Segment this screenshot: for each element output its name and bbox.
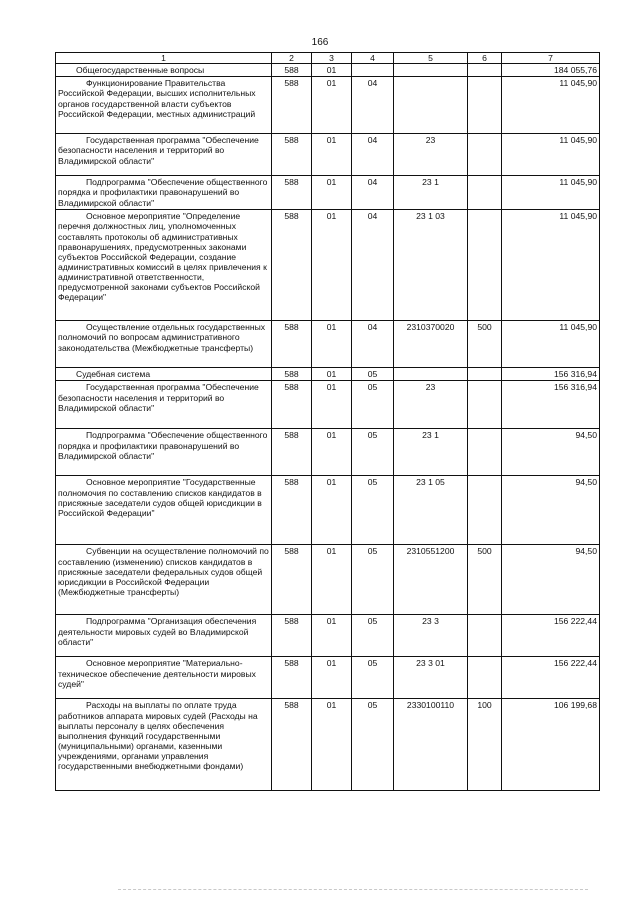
row-col3: 01 [312,381,352,429]
row-col2: 588 [272,176,312,210]
row-col4: 05 [352,381,394,429]
row-col3: 01 [312,321,352,368]
row-col2: 588 [272,368,312,381]
row-col5: 23 3 [394,615,468,657]
table-row [56,176,600,210]
row-col6 [468,134,502,176]
row-name: Подпрограмма "Обеспечение общественного порядка и профилактики правонарушений во Владимирской области" [56,176,272,210]
row-col4: 04 [352,321,394,368]
row-col2: 588 [272,615,312,657]
row-col4: 05 [352,615,394,657]
row-name: Государственная программа "Обеспечение безопасности населения и территорий во Владимирской области" [56,381,272,429]
row-col3: 01 [312,429,352,476]
page-bottom-divider [118,889,588,890]
row-amount: 94,50 [502,545,600,615]
row-col4: 05 [352,476,394,545]
row-col2: 588 [272,321,312,368]
column-header-3: 3 [312,53,352,64]
row-col5: 23 [394,381,468,429]
row-col2: 588 [272,545,312,615]
table-row [56,77,600,134]
row-amount: 11 045,90 [502,77,600,134]
row-col6 [468,210,502,321]
table-row [56,429,600,476]
table-row [56,368,600,381]
table-row [56,615,600,657]
column-header-6: 6 [468,53,502,64]
column-header-7: 7 [502,53,600,64]
row-col5: 23 1 03 [394,210,468,321]
row-col6 [468,176,502,210]
row-col3: 01 [312,77,352,134]
row-name: Основное мероприятие "Материально-техническое обеспечение деятельности мировых судей" [56,657,272,699]
row-col6 [468,77,502,134]
row-amount: 156 316,94 [502,381,600,429]
row-col6 [468,381,502,429]
row-col2: 588 [272,429,312,476]
table-header-row [56,53,600,64]
row-col6: 100 [468,699,502,791]
row-col5: 23 1 [394,429,468,476]
row-col3: 01 [312,699,352,791]
row-col6 [468,64,502,77]
row-name: Функционирование Правительства Российской Федерации, высших исполнительных органов государственной власти субъектов Российской Федерации, местных администраций [56,77,272,134]
row-col4: 05 [352,699,394,791]
row-col3: 01 [312,545,352,615]
table-row [56,657,600,699]
row-col2: 588 [272,77,312,134]
row-col4: 04 [352,77,394,134]
row-col3: 01 [312,615,352,657]
row-col4: 05 [352,657,394,699]
row-amount: 11 045,90 [502,321,600,368]
row-col5 [394,77,468,134]
row-col4: 05 [352,545,394,615]
row-col4: 05 [352,368,394,381]
row-amount: 11 045,90 [502,210,600,321]
row-col5: 2310370020 [394,321,468,368]
row-col2: 588 [272,381,312,429]
column-header-4: 4 [352,53,394,64]
row-col2: 588 [272,134,312,176]
row-col5 [394,64,468,77]
row-amount: 11 045,90 [502,176,600,210]
row-amount: 94,50 [502,429,600,476]
page-number: 166 [311,37,329,48]
row-col5: 23 1 [394,176,468,210]
table-row [56,699,600,791]
row-col2: 588 [272,657,312,699]
row-col6: 500 [468,321,502,368]
row-col5: 2330100110 [394,699,468,791]
row-name: Расходы на выплаты по оплате труда работников аппарата мировых судей (Расходы на выплаты персоналу в целях обеспечения выполнения функций государственными (муниципальными) органами, казенными учреждениями, органами управления государственными внебюджетными фондами) [56,699,272,791]
row-name: Судебная система [56,368,272,381]
table-row [56,545,600,615]
row-col4: 04 [352,210,394,321]
row-name: Общегосударственные вопросы [56,64,272,77]
row-col2: 588 [272,210,312,321]
row-col3: 01 [312,176,352,210]
row-amount: 106 199,68 [502,699,600,791]
row-col6 [468,657,502,699]
row-col3: 01 [312,476,352,545]
row-col2: 588 [272,64,312,77]
row-col3: 01 [312,368,352,381]
row-col4: 04 [352,176,394,210]
row-col5 [394,368,468,381]
row-col3: 01 [312,64,352,77]
budget-table [55,52,600,791]
column-header-2: 2 [272,53,312,64]
row-col2: 588 [272,476,312,545]
table-row [56,134,600,176]
row-amount: 94,50 [502,476,600,545]
row-amount: 11 045,90 [502,134,600,176]
row-col6 [468,429,502,476]
row-col2: 588 [272,699,312,791]
row-amount: 184 055,76 [502,64,600,77]
row-col5: 2310551200 [394,545,468,615]
row-name: Государственная программа "Обеспечение безопасности населения и территорий во Владимирской области" [56,134,272,176]
row-col6: 500 [468,545,502,615]
row-col5: 23 1 05 [394,476,468,545]
row-name: Подпрограмма "Организация обеспечения деятельности мировых судей во Владимирской области" [56,615,272,657]
column-header-1: 1 [56,53,272,64]
row-col5: 23 [394,134,468,176]
row-amount: 156 222,44 [502,615,600,657]
row-col3: 01 [312,657,352,699]
table-row [56,381,600,429]
row-name: Основное мероприятие "Государственные полномочия по составлению списков кандидатов в присяжные заседатели судов общей юрисдикции в Российской Федерации" [56,476,272,545]
column-header-5: 5 [394,53,468,64]
row-col4: 05 [352,429,394,476]
row-name: Основное мероприятие "Определение перечня должностных лиц, уполномоченных составлять протоколы об административных правонарушениях, предусмотренных законами субъектов Российской Федерации, создание административных комиссий в целях привлечения к административной ответственности, предусмотренной законами субъектов Российской Федерации" [56,210,272,321]
row-col4 [352,64,394,77]
row-name: Субвенции на осуществление полномочий по составлению (изменению) списков кандидатов в присяжные заседатели федеральных судов общей юрисдикции в Российской Федерации (Межбюджетные трансферты) [56,545,272,615]
row-amount: 156 222,44 [502,657,600,699]
table-row [56,321,600,368]
row-col3: 01 [312,210,352,321]
table-row [56,476,600,545]
row-col6 [468,476,502,545]
row-col4: 04 [352,134,394,176]
row-col6 [468,368,502,381]
row-col5: 23 3 01 [394,657,468,699]
table-row [56,210,600,321]
row-amount: 156 316,94 [502,368,600,381]
row-name: Подпрограмма "Обеспечение общественного порядка и профилактики правонарушений во Владимирской области" [56,429,272,476]
row-col3: 01 [312,134,352,176]
table-row [56,64,600,77]
row-name: Осуществление отдельных государственных полномочий по вопросам административного законодательства (Межбюджетные трансферты) [56,321,272,368]
row-col6 [468,615,502,657]
